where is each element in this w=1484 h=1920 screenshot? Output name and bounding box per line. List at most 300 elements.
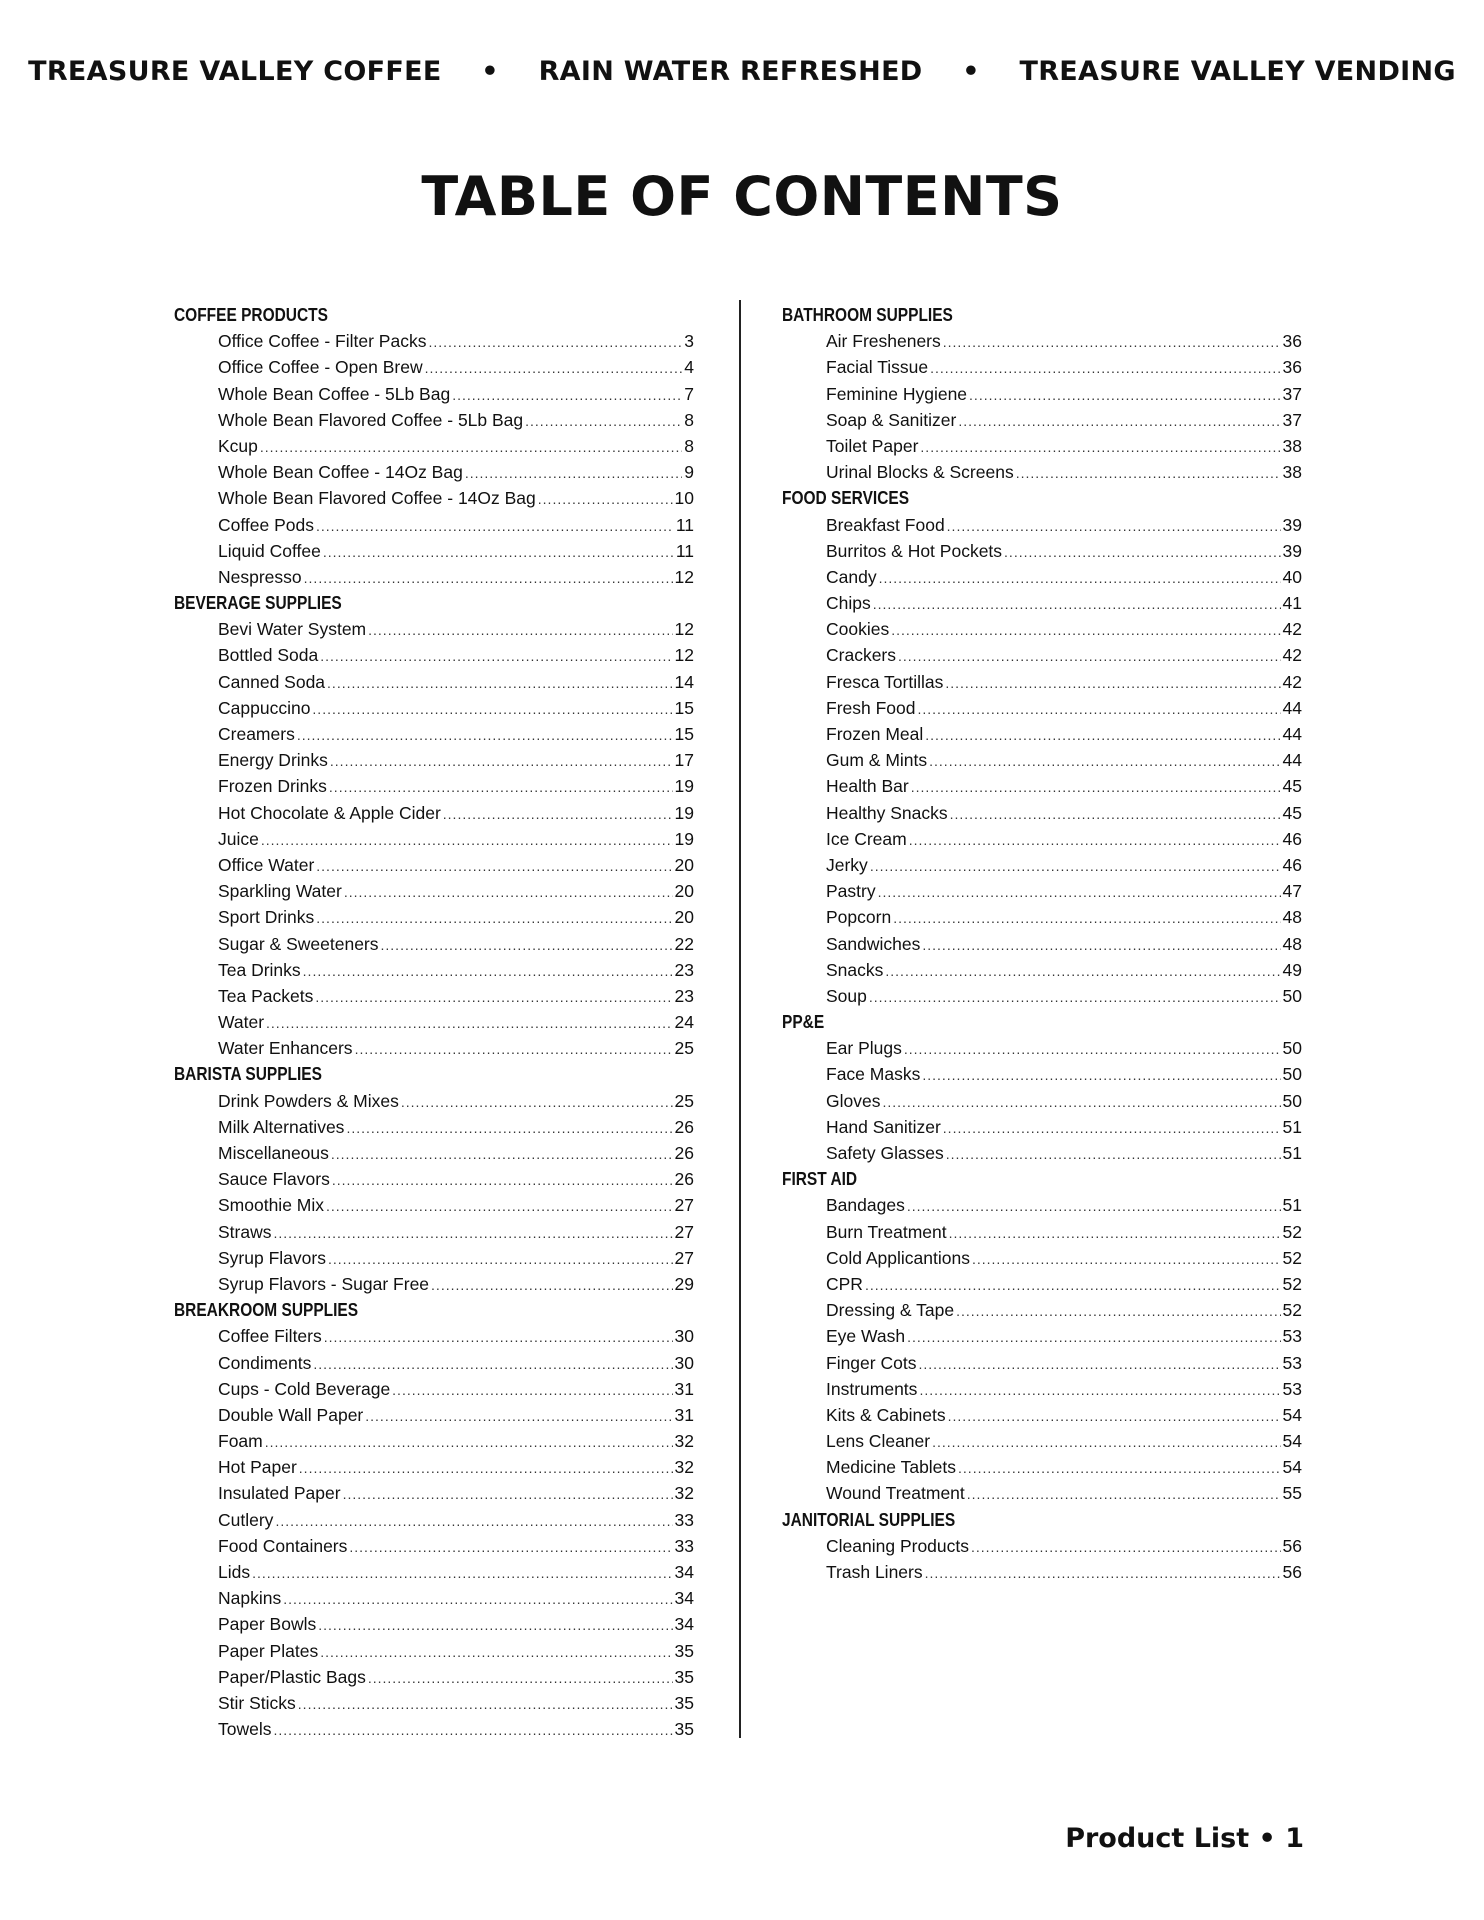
entry-page-number: 32 [674, 1431, 694, 1452]
dot-leader [878, 879, 1281, 905]
dot-leader [344, 879, 673, 905]
toc-entry [782, 1140, 1302, 1166]
dot-leader [283, 1586, 672, 1612]
entry-page-number: 34 [674, 1614, 694, 1635]
dot-leader [252, 1560, 672, 1586]
entry-page-number: 26 [674, 1169, 694, 1190]
dot-leader [330, 748, 673, 774]
toc-section [782, 302, 1302, 485]
entry-label: Creamers [218, 724, 295, 744]
toc-entry [782, 1245, 1302, 1271]
toc-entry [782, 590, 1302, 616]
entry-page-number: 46 [1282, 828, 1302, 849]
entry-page-number: 51 [1282, 1116, 1302, 1137]
entry-page-number: 11 [675, 514, 694, 535]
entry-page-number: 50 [1282, 1090, 1302, 1111]
toc-entry [782, 459, 1302, 485]
entry-page-number: 53 [1282, 1378, 1302, 1399]
dot-leader [431, 1272, 672, 1298]
entry-page-number: 38 [1282, 435, 1302, 456]
toc-entry [174, 381, 694, 407]
dot-leader [538, 486, 673, 512]
entry-label: Energy Drinks [218, 750, 328, 771]
entry-label: Office Water [218, 854, 315, 875]
dot-leader [368, 617, 672, 643]
toc-entry [782, 354, 1302, 380]
entry-label: Pastry [826, 881, 876, 902]
toc-entry [782, 381, 1302, 407]
entry-label: Cups - Cold Beverage [218, 1378, 391, 1399]
dot-leader [932, 1429, 1280, 1455]
entry-label: Condiments [218, 1352, 312, 1373]
toc-column-left [174, 302, 694, 1742]
dot-leader [299, 1455, 673, 1481]
entry-label: Stir Sticks [218, 1692, 296, 1713]
toc-section [174, 1061, 694, 1297]
entry-label: Milk Alternatives [218, 1116, 345, 1137]
toc-entry [174, 538, 694, 564]
entry-page-number: 12 [674, 645, 694, 666]
entry-label: Tea Drinks [218, 959, 301, 980]
entry-page-number: 47 [1282, 881, 1302, 902]
entry-label: Burn Treatment [826, 1221, 947, 1242]
toc-entry [782, 1219, 1302, 1245]
dot-leader [304, 565, 673, 591]
entry-page-number: 54 [1282, 1431, 1302, 1452]
entry-page-number: 39 [1282, 540, 1302, 561]
entry-label: Fresca Tortillas [826, 671, 944, 692]
toc-entry [174, 1428, 694, 1454]
entry-page-number: 36 [1282, 357, 1302, 378]
entry-label: Cappuccino [218, 697, 311, 718]
entry-label: Safety Glasses [826, 1143, 944, 1163]
entry-label: Soup [826, 985, 867, 1006]
entry-label: Napkins [218, 1588, 282, 1609]
entry-page-number: 20 [674, 854, 694, 875]
entry-page-number: 45 [1282, 776, 1302, 797]
dot-leader [297, 722, 673, 748]
toc-entry [174, 695, 694, 721]
dot-leader [303, 958, 673, 984]
toc-entry [174, 721, 694, 747]
toc-entry [782, 1297, 1302, 1323]
entry-page-number: 8 [684, 409, 694, 430]
entry-page-number: 51 [1282, 1143, 1302, 1163]
entry-label: Paper Bowls [218, 1614, 317, 1635]
entry-page-number: 25 [674, 1038, 694, 1059]
entry-label: Toilet Paper [826, 435, 919, 456]
toc-section [782, 1009, 1302, 1166]
entry-label: Bevi Water System [218, 619, 367, 640]
toc-entry [174, 1114, 694, 1140]
entry-label: Frozen Meal [826, 724, 924, 744]
dot-leader [967, 1481, 1281, 1507]
toc-entry [782, 852, 1302, 878]
entry-label: Paper Plates [218, 1640, 319, 1661]
entry-label: Double Wall Paper [218, 1404, 364, 1425]
toc-entry [782, 800, 1302, 826]
dot-leader [1004, 539, 1280, 565]
toc-entry [782, 407, 1302, 433]
entry-label: Lens Cleaner [826, 1431, 931, 1452]
toc-entry [782, 773, 1302, 799]
dot-leader [870, 853, 1281, 879]
toc-entry [174, 1035, 694, 1061]
section-heading: PP&E [782, 1012, 825, 1033]
dot-leader [298, 1691, 673, 1717]
toc-entry [174, 1507, 694, 1533]
dot-leader [898, 643, 1281, 669]
entry-label: Towels [218, 1719, 272, 1740]
entry-page-number: 24 [674, 1012, 694, 1033]
toc-entry [174, 773, 694, 799]
entry-page-number: 27 [674, 1247, 694, 1268]
brand-treasure-valley-coffee: TREASURE VALLEY COFFEE [28, 56, 442, 87]
entry-page-number: 27 [674, 1195, 694, 1216]
dot-leader [425, 355, 683, 381]
entry-label: Insulated Paper [218, 1483, 341, 1504]
entry-label: Office Coffee - Filter Packs [218, 331, 427, 352]
toc-section [782, 1507, 1302, 1586]
entry-label: Health Bar [826, 776, 909, 797]
entry-page-number: 25 [674, 1090, 694, 1111]
entry-page-number: 54 [1282, 1457, 1302, 1478]
dot-leader [392, 1377, 672, 1403]
toc-entry [782, 1402, 1302, 1428]
entry-label: Liquid Coffee [218, 540, 321, 561]
dot-leader [947, 513, 1281, 539]
entry-label: Sauce Flavors [218, 1169, 330, 1190]
entry-label: Snacks [826, 959, 884, 980]
entry-page-number: 44 [1282, 697, 1302, 718]
dot-leader [869, 984, 1281, 1010]
toc-section [174, 590, 694, 1061]
entry-label: Face Masks [826, 1064, 921, 1085]
toc-entry [782, 1061, 1302, 1087]
dot-leader [911, 774, 1281, 800]
dot-leader [273, 1220, 672, 1246]
entry-page-number: 33 [674, 1509, 694, 1530]
entry-page-number: 53 [1282, 1326, 1302, 1347]
toc-entry [174, 1559, 694, 1585]
entry-page-number: 39 [1282, 514, 1302, 535]
toc-entry [782, 826, 1302, 852]
dot-leader [917, 696, 1280, 722]
entry-page-number: 12 [674, 619, 694, 640]
entry-page-number: 54 [1282, 1404, 1302, 1425]
entry-page-number: 11 [675, 540, 694, 561]
dot-leader [930, 355, 1280, 381]
entry-label: Tea Packets [218, 985, 314, 1006]
toc-entry [174, 1140, 694, 1166]
dot-leader [316, 513, 674, 539]
dot-leader [945, 670, 1280, 696]
toc-entry [782, 433, 1302, 459]
dot-leader [969, 382, 1280, 408]
entry-page-number: 49 [1282, 959, 1302, 980]
toc-entry [174, 957, 694, 983]
entry-page-number: 7 [684, 383, 694, 404]
entry-page-number: 31 [674, 1378, 694, 1399]
entry-label: Miscellaneous [218, 1143, 329, 1163]
entry-label: Kcup [218, 435, 258, 456]
dot-leader [904, 1036, 1281, 1062]
entry-page-number: 23 [674, 959, 694, 980]
dot-leader [326, 1193, 673, 1219]
dot-leader [873, 591, 1281, 617]
entry-label: Canned Soda [218, 671, 326, 692]
dot-leader [452, 382, 682, 408]
toc-section [174, 1297, 694, 1742]
dot-leader [274, 1717, 673, 1743]
entry-page-number: 20 [674, 907, 694, 928]
entry-page-number: 56 [1282, 1562, 1302, 1582]
entry-page-number: 52 [1282, 1300, 1302, 1321]
entry-page-number: 41 [1282, 593, 1302, 614]
dot-leader [275, 1508, 672, 1534]
header-separator: • [962, 56, 980, 87]
entry-page-number: 48 [1282, 933, 1302, 954]
toc-entry [174, 512, 694, 538]
dot-leader [1016, 460, 1281, 486]
entry-label: Bandages [826, 1195, 905, 1216]
dot-leader [381, 932, 673, 958]
entry-label: Whole Bean Flavored Coffee - 14Oz Bag [218, 488, 536, 509]
toc-entry [174, 1323, 694, 1349]
dot-leader [919, 1377, 1280, 1403]
entry-label: Foam [218, 1431, 263, 1452]
entry-label: Popcorn [826, 907, 892, 928]
entry-page-number: 34 [674, 1562, 694, 1582]
dot-leader [266, 1010, 673, 1036]
toc-entry [174, 852, 694, 878]
dot-leader [918, 1351, 1280, 1377]
dot-leader [949, 1220, 1281, 1246]
toc-entry [174, 433, 694, 459]
entry-page-number: 8 [684, 435, 694, 456]
entry-label: Whole Bean Coffee - 14Oz Bag [218, 462, 463, 483]
toc-entry [782, 983, 1302, 1009]
entry-page-number: 33 [674, 1535, 694, 1556]
entry-label: Ear Plugs [826, 1038, 902, 1059]
entry-page-number: 35 [674, 1692, 694, 1713]
toc-column-right [782, 302, 1302, 1585]
dot-leader [909, 827, 1281, 853]
dot-leader [428, 329, 682, 355]
entry-label: Cleaning Products [826, 1535, 969, 1556]
entry-page-number: 52 [1282, 1221, 1302, 1242]
toc-entry [782, 616, 1302, 642]
dot-leader [443, 801, 673, 827]
toc-entry [174, 931, 694, 957]
entry-label: Paper/Plastic Bags [218, 1666, 366, 1687]
entry-label: Cookies [826, 619, 890, 640]
toc-entry [782, 1428, 1302, 1454]
section-heading: COFFEE PRODUCTS [174, 305, 328, 325]
entry-label: Soap & Sanitizer [826, 409, 957, 430]
entry-page-number: 44 [1282, 724, 1302, 744]
dot-leader [907, 1324, 1280, 1350]
entry-page-number: 50 [1282, 1038, 1302, 1059]
entry-label: Fresh Food [826, 697, 916, 718]
dot-leader [925, 1560, 1281, 1586]
entry-label: Coffee Filters [218, 1326, 322, 1347]
entry-page-number: 9 [684, 462, 694, 483]
dot-leader [971, 1534, 1281, 1560]
entry-label: Water [218, 1012, 265, 1033]
dot-leader [956, 1298, 1280, 1324]
brand-treasure-valley-vending: TREASURE VALLEY VENDING [1019, 56, 1456, 87]
dot-leader [346, 1115, 672, 1141]
entry-page-number: 19 [674, 802, 694, 823]
toc-entry [174, 564, 694, 590]
toc-entry [782, 328, 1302, 354]
dot-leader [922, 1062, 1280, 1088]
dot-leader [313, 1351, 672, 1377]
entry-label: Kits & Cabinets [826, 1404, 946, 1425]
section-heading: BATHROOM SUPPLIES [782, 305, 953, 325]
entry-page-number: 4 [684, 357, 694, 378]
toc-entry [174, 1219, 694, 1245]
dot-leader [355, 1036, 673, 1062]
toc-entry [174, 407, 694, 433]
entry-page-number: 35 [674, 1666, 694, 1687]
dot-leader [320, 1639, 672, 1665]
column-divider [739, 300, 741, 1738]
entry-label: Coffee Pods [218, 514, 314, 535]
entry-page-number: 56 [1282, 1535, 1302, 1556]
toc-entry [782, 1323, 1302, 1349]
toc-entry [174, 826, 694, 852]
entry-page-number: 15 [674, 724, 694, 744]
toc-entry [782, 878, 1302, 904]
dot-leader [882, 1089, 1280, 1115]
entry-page-number: 44 [1282, 750, 1302, 771]
toc-entry [174, 1664, 694, 1690]
entry-label: Bottled Soda [218, 645, 319, 666]
toc-entry [174, 1585, 694, 1611]
entry-page-number: 27 [674, 1221, 694, 1242]
entry-label: Sparkling Water [218, 881, 342, 902]
entry-label: Cold Applicantions [826, 1247, 970, 1268]
toc-entry [782, 1559, 1302, 1585]
dot-leader [365, 1403, 672, 1429]
entry-label: Smoothie Mix [218, 1195, 325, 1216]
entry-page-number: 42 [1282, 671, 1302, 692]
entry-label: Breakfast Food [826, 514, 945, 535]
entry-page-number: 52 [1282, 1273, 1302, 1294]
entry-page-number: 22 [674, 933, 694, 954]
toc-entry [174, 904, 694, 930]
toc-entry [782, 721, 1302, 747]
entry-page-number: 31 [674, 1404, 694, 1425]
toc-entry [174, 1009, 694, 1035]
toc-entry [174, 800, 694, 826]
entry-label: Dressing & Tape [826, 1300, 955, 1321]
entry-page-number: 12 [674, 566, 694, 587]
entry-page-number: 37 [1282, 383, 1302, 404]
entry-page-number: 42 [1282, 619, 1302, 640]
page-footer: Product List • 1 [1065, 1823, 1304, 1854]
entry-label: Wound Treatment [826, 1483, 965, 1504]
entry-label: Chips [826, 593, 871, 614]
dot-leader [891, 617, 1280, 643]
entry-label: CPR [826, 1273, 863, 1294]
toc-entry [782, 1192, 1302, 1218]
dot-leader [972, 1246, 1281, 1272]
page-title: TABLE OF CONTENTS [421, 165, 1063, 228]
entry-label: Ice Cream [826, 828, 907, 849]
entry-label: Juice [218, 828, 259, 849]
dot-leader [946, 1141, 1281, 1167]
toc-section [782, 1166, 1302, 1506]
toc-entry [174, 459, 694, 485]
entry-page-number: 17 [674, 750, 694, 771]
dot-leader [958, 408, 1280, 434]
toc-entry [174, 1166, 694, 1192]
toc-entry [782, 695, 1302, 721]
section-heading: BEVERAGE SUPPLIES [174, 593, 342, 614]
header-separator: • [481, 56, 499, 87]
dot-leader [368, 1665, 673, 1691]
entry-label: Whole Bean Flavored Coffee - 5Lb Bag [218, 409, 524, 430]
dot-leader [323, 539, 674, 565]
entry-page-number: 37 [1282, 409, 1302, 430]
dot-leader [865, 1272, 1281, 1298]
toc-entry [782, 957, 1302, 983]
dot-leader [312, 696, 672, 722]
entry-page-number: 55 [1282, 1483, 1302, 1504]
entry-label: Healthy Snacks [826, 802, 948, 823]
section-heading: BARISTA SUPPLIES [174, 1064, 322, 1085]
entry-label: Air Fresheners [826, 331, 941, 352]
entry-label: Food Containers [218, 1535, 348, 1556]
entry-page-number: 53 [1282, 1352, 1302, 1373]
toc-entry [782, 931, 1302, 957]
dot-leader [343, 1481, 673, 1507]
toc-entry [782, 1533, 1302, 1559]
entry-page-number: 10 [674, 488, 694, 509]
dot-leader [958, 1455, 1281, 1481]
entry-page-number: 51 [1282, 1195, 1302, 1216]
entry-page-number: 40 [1282, 566, 1302, 587]
entry-page-number: 30 [674, 1352, 694, 1373]
entry-page-number: 45 [1282, 802, 1302, 823]
entry-label: Hot Chocolate & Apple Cider [218, 802, 441, 823]
dot-leader [332, 1167, 673, 1193]
entry-label: Drink Powders & Mixes [218, 1090, 399, 1111]
toc-entry [174, 1480, 694, 1506]
toc-entry [782, 512, 1302, 538]
dot-leader [948, 1403, 1281, 1429]
entry-label: Water Enhancers [218, 1038, 353, 1059]
dot-leader [950, 801, 1281, 827]
entry-label: Gum & Mints [826, 750, 928, 771]
entry-label: Instruments [826, 1378, 918, 1399]
entry-page-number: 50 [1282, 1064, 1302, 1085]
entry-page-number: 19 [674, 776, 694, 797]
toc-entry [782, 1480, 1302, 1506]
entry-label: Trash Liners [826, 1562, 923, 1582]
page-header [0, 56, 1484, 87]
entry-label: Straws [218, 1221, 272, 1242]
entry-label: Syrup Flavors - Sugar Free [218, 1273, 430, 1294]
entry-label: Feminine Hygiene [826, 383, 968, 404]
toc-entry [174, 642, 694, 668]
entry-label: Hand Sanitizer [826, 1116, 941, 1137]
toc-entry [782, 1350, 1302, 1376]
toc-entry [782, 1376, 1302, 1402]
